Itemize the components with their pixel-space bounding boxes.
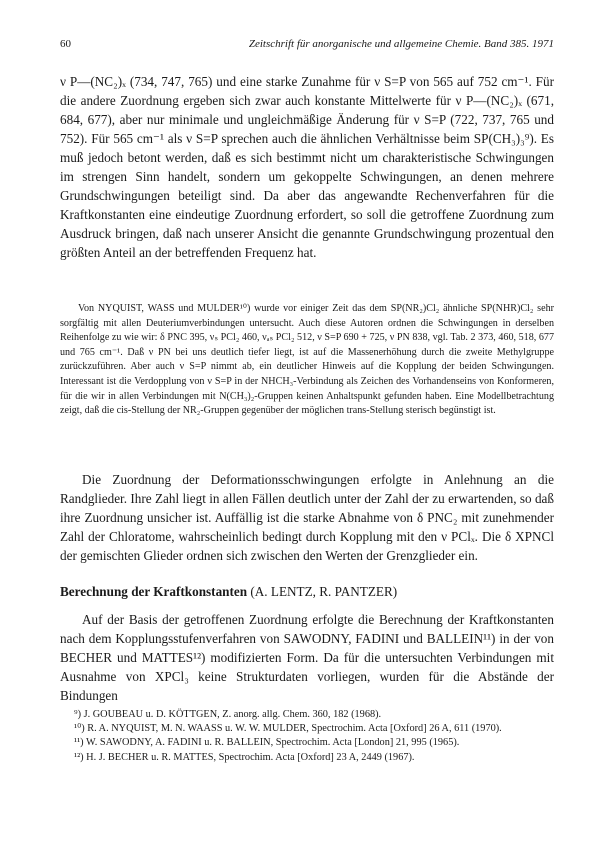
footnote-12: ¹²) H. J. BECHER u. R. MATTES, Spectrochim. Acta [Oxford] 23 A, 2449 (1967). — [74, 751, 415, 763]
section-heading — [60, 582, 554, 601]
footnote-9: ⁹) J. GOUBEAU u. D. KÖTTGEN, Z. anorg. allg. Chem. 360, 182 (1968). — [74, 709, 382, 720]
para3-text: Auf der Basis der getroffenen Zuordnung erfolgte die Berechnung der Kraftkonstanten nach dem Kopplungsstufenverfahren von SAWODNY, FADINI und BALLEIN¹¹) in der von BECHER und MATTES¹²) modifizierten Form. Da für die untersuchten Verbindungen mit Ausnahme von XPCl₃ keine Strukturdaten vorliegen, wurden für die Abstände der Bindungen — [60, 612, 554, 703]
small-print-paragraph — [60, 302, 554, 419]
footnotes — [60, 708, 554, 765]
page-number: 60 — [60, 38, 71, 50]
paragraph-1 — [60, 72, 554, 262]
paragraph-2 — [60, 470, 554, 565]
running-header — [60, 38, 554, 54]
section-authors: (A. LENTZ, R. PANTZER) — [250, 584, 398, 599]
small-print-text: Von NYQUIST, WASS und MULDER¹⁰) wurde vor einiger Zeit das dem SP(NR₂)Cl₂ ähnliche SP(NHR)Cl₂ sehr sorgfältig mit allen Deuteriumverbindungen untersucht. Auch diese Autoren ordnen die Schwingungen in derselben Reihenfolge zu wie wir: δ PNC 395, νₛ PCl₂ 460, νₐₛ PCl₂ 512, ν S=P 690 + 725, ν PN 838, vgl. Tab. 2 373, 460, 518, 677 und 765 cm⁻¹. Daß ν PN bei uns deutlich tiefer liegt, ist auf die Massenerhöhung durch die zweite Methylgruppe zurückzuführen. Aber auch ν S=P nimmt ab, ein deutlicher Hinweis auf die Kopplung der beiden Schwingungen. Interessant ist die Verdopplung von ν S=P in der NHCH₃-Verbindung als Zeichen des Vorhandenseins von Konformeren, für die wir in allen Verbindungen mit N(CH₃)₂-Gruppen keinen Anhaltspunkt gefunden haben. Eine Modellbetrachtung zeigt, daß die cis-Stellung der NR₂-Gruppen gegenüber der möglichen trans-Stellung sterisch begünstigt ist. — [60, 303, 554, 417]
paragraph-3 — [60, 610, 554, 705]
para1-text: ν P—(NC₂)ₓ (734, 747, 765) und eine starke Zunahme für ν S=P von 565 auf 752 cm⁻¹. Für die andere Zuordnung ergeben sich zwar auch konstante Mittelwerte für ν P—(NC₂)ₓ (671, 684, 677), aber nur minimale und ungleichmäßige Änderung für ν S=P (722, 737, 765 und 752). Für 565 cm⁻¹ als ν S=P sprechen auch die ähnlichen Verhältnisse beim SP(CH₃)₃⁹). Es muß jedoch betont werden, daß es sich bestimmt nicht um charakteristische Schwingungen im strengen Sinn handelt, sondern um gekoppelte Schwingungen, an denen mehrere Grundschwingungen beteiligt sind. Da aber das angewandte Rechenverfahren für die Kraftkonstanten eine eindeutige Zuordnung erfordert, so soll die getroffene Zuordnung zum Ausdruck bringen, daß nach unserer Ansicht die genannte Grundschwingung prozentual den größten Anteil an der betreffenden Frequenz hat. — [60, 74, 554, 260]
para2-text: Die Zuordnung der Deformationsschwingungen erfolgte in Anlehnung an die Randglieder. Ihre Zahl liegt in allen Fällen deutlich unter der Zahl der zu erwartenden, so daß ihre Zuordnung unsicher ist. Auffällig ist die starke Abnahme von δ PNC₂ mit zunehmender Zahl der Chloratome, wahrscheinlich bedingt durch Kopplung mit den ν PClₓ. Die δ XPNCl der gemischten Glieder ordnen sich zwischen den Werten der Grenzglieder ein. — [60, 472, 554, 563]
footnote-11: ¹¹) W. SAWODNY, A. FADINI u. R. BALLEIN, Spectrochim. Acta [London] 21, 995 (1965). — [74, 737, 460, 749]
journal-title: Zeitschrift für anorganische und allgemeine Chemie. Band 385. 1971 — [248, 38, 554, 50]
section-title: Berechnung der Kraftkonstanten — [60, 584, 248, 599]
footnote-10: ¹⁰) R. A. NYQUIST, M. N. WAASS u. W. W. MULDER, Spectrochim. Acta [Oxford] 26 A, 611 (1970). — [74, 723, 502, 735]
